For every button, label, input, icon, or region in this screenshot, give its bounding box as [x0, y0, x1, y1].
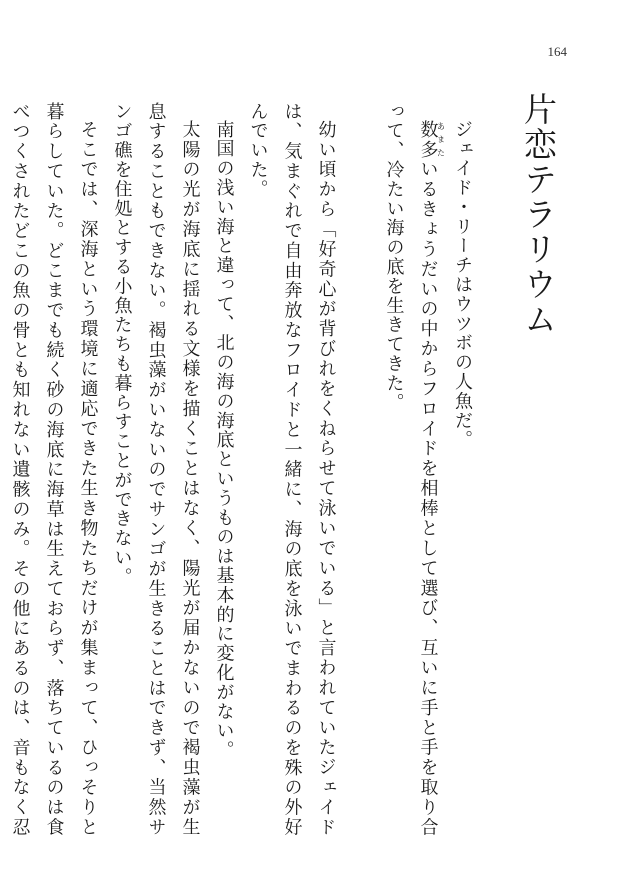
paragraph-6-text: そこでは、深海という環境に適応できた生き物たちだけが集まって、ひっそりと暮らしていた。どこまでも続く砂の海底に海草は生えておらず、落ちているのは食べつくされたどこの魚の骨とも知れない遺骸のみ。その他にあるのは、音もなく忍: [9, 102, 99, 837]
paragraph-1: [445, 102, 479, 837]
paragraph-5: [105, 102, 207, 837]
ruby-amata: [417, 120, 446, 160]
paragraph-2: [377, 102, 446, 837]
paragraph-1-text: ジェイド・リーチはウツボの人魚だ。: [452, 120, 473, 450]
paragraph-gap: [343, 102, 377, 837]
paragraph-3-text: 幼い頃から「好奇心が背びれをくねらせて泳いでいる」と言われていたジェイドは、気まぐれで自由奔放なフロイドと一緒に、海の底を泳いでまわるのを殊の外好んでいた。: [247, 102, 337, 837]
paragraph-5-text: 太陽の光が海底に揺れる文様を描くことはなく、陽光が届かないので褐虫藻が生息することもできない。褐虫藻がいないのでサンゴが生きることはできず、当然サンゴ礁を住処とする小魚たちも暮らすことができない。: [111, 102, 201, 837]
page-number: 164: [547, 44, 567, 59]
paragraph-6: [0, 102, 105, 837]
chapter-title: 片恋テラリウム: [519, 92, 558, 337]
body-text: [0, 102, 479, 837]
paragraph-2-text: いるきょうだいの中からフロイドを相棒として選び、互いに手と手を取り合って、冷たい海の底を生きてきた。: [383, 102, 439, 837]
paragraph-3: [241, 102, 343, 837]
ruby-base: 数多: [417, 120, 439, 160]
paragraph-4: [207, 102, 241, 837]
paragraph-4-text: 南国の浅い海と違って、北の海の海底というものは基本的に変化がない。: [213, 120, 235, 761]
ruby-reading: あまた: [436, 120, 446, 160]
